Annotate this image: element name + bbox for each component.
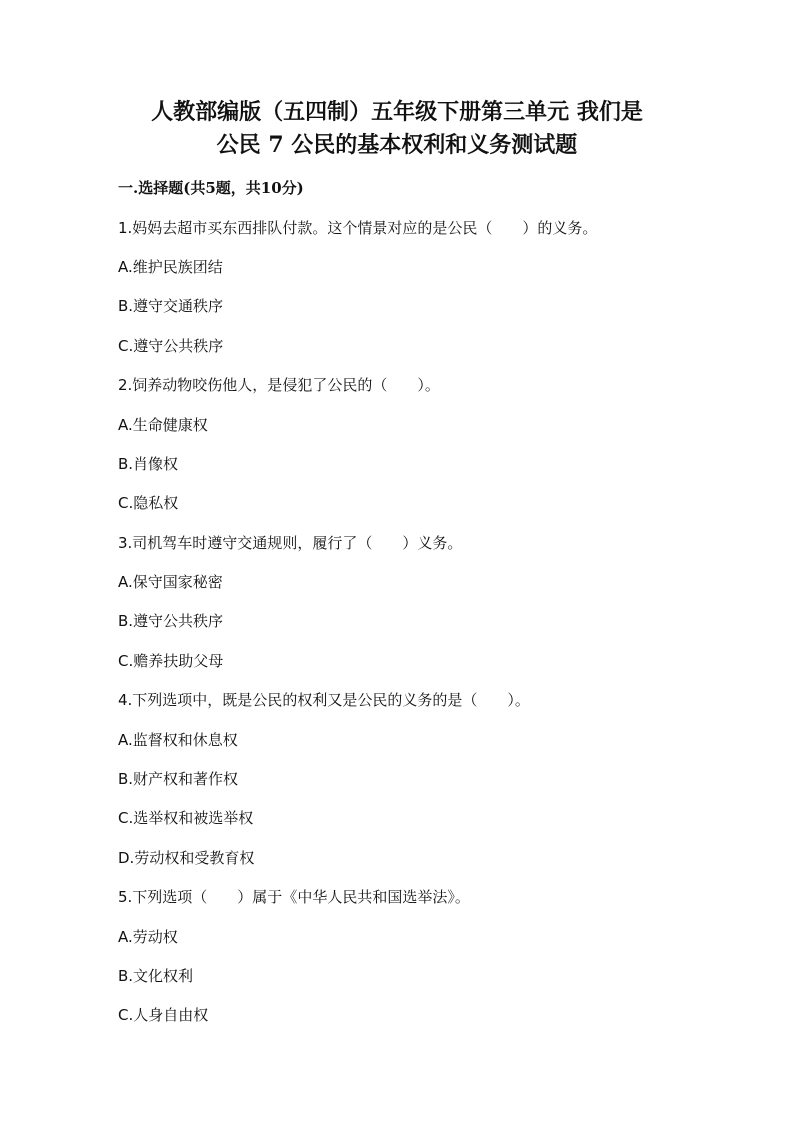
question-4-option-d: D.劳动权和受教育权	[118, 849, 255, 867]
question-2-option-c: C.隐私权	[118, 494, 179, 512]
question-5-option-a: A.劳动权	[118, 928, 178, 946]
question-4-option-c: C.选举权和被选举权	[118, 809, 254, 827]
section-heading: 一.选择题(共5题，共10分)	[118, 179, 304, 197]
question-4-option-b: B.财产权和著作权	[118, 770, 239, 788]
question-2-option-a: A.生命健康权	[118, 416, 208, 434]
question-1-option-b: B.遵守交通秩序	[118, 297, 224, 315]
question-5-option-b: B.文化权利	[118, 967, 194, 985]
question-5-option-c: C.人身自由权	[118, 1006, 209, 1024]
document-title-line-1: 人教部编版（五四制）五年级下册第三单元 我们是	[151, 99, 643, 125]
question-4-stem: 4.下列选项中，既是公民的权利又是公民的义务的是（ ）。	[118, 691, 530, 709]
question-2-stem: 2.饲养动物咬伤他人，是侵犯了公民的（ ）。	[118, 376, 440, 394]
question-1-option-c: C.遵守公共秩序	[118, 337, 224, 355]
question-5-stem: 5.下列选项（ ）属于《中华人民共和国选举法》。	[118, 888, 470, 906]
question-3-option-c: C.赡养扶助父母	[118, 652, 224, 670]
question-4-option-a: A.监督权和休息权	[118, 731, 238, 749]
question-2-option-b: B.肖像权	[118, 455, 179, 473]
question-1-stem: 1.妈妈去超市买东西排队付款。这个情景对应的是公民（ ）的义务。	[118, 219, 598, 237]
question-1-option-a: A.维护民族团结	[118, 258, 223, 276]
question-3-stem: 3.司机驾车时遵守交通规则，履行了（ ）义务。	[118, 534, 463, 552]
document-title-line-2: 公民 7 公民的基本权利和义务测试题	[216, 132, 578, 158]
question-3-option-a: A.保守国家秘密	[118, 573, 223, 591]
question-3-option-b: B.遵守公共秩序	[118, 612, 224, 630]
